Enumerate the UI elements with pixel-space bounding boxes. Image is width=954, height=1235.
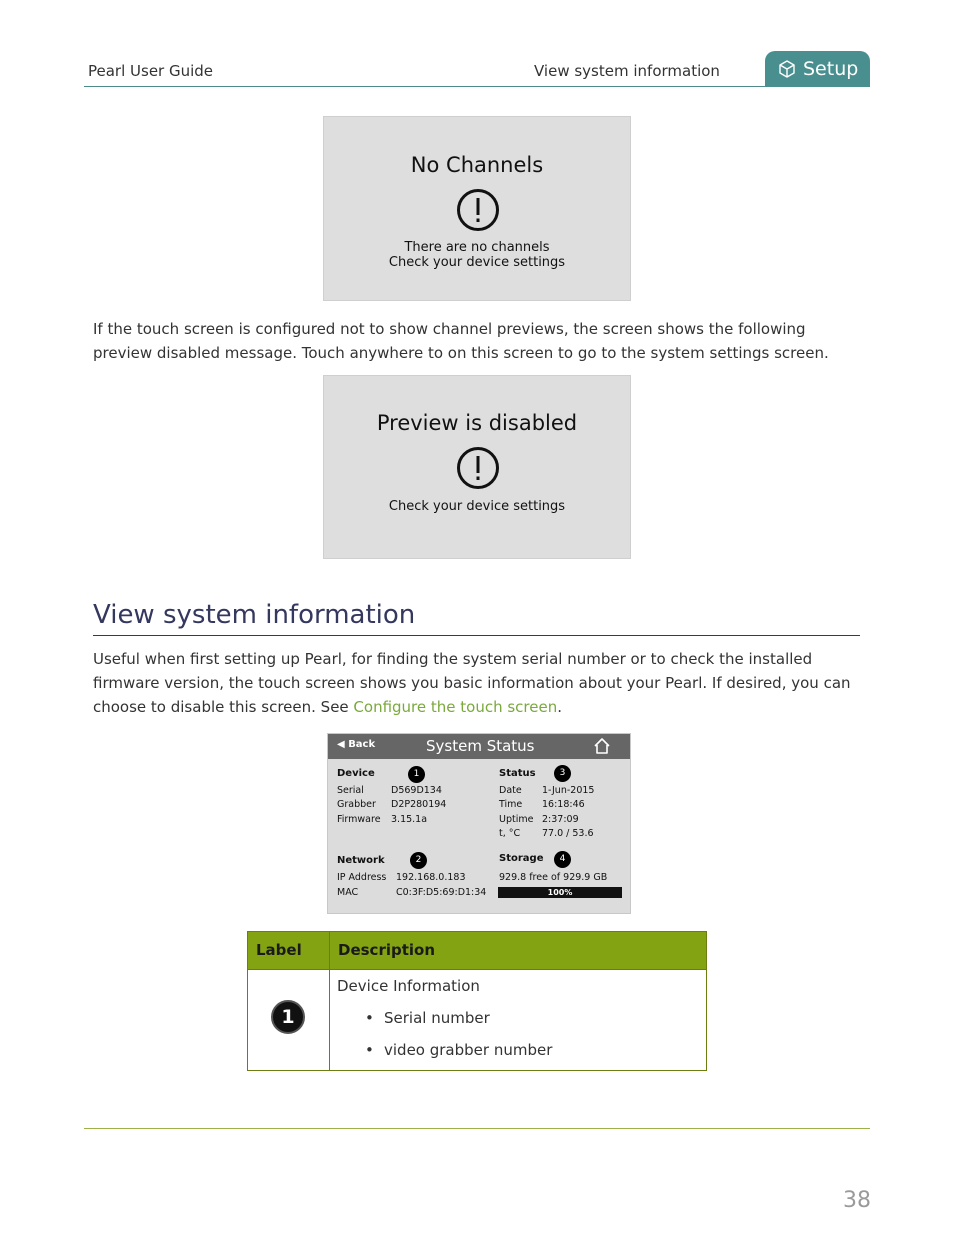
mac-value: C0:3F:D5:69:D1:34 [396, 887, 487, 898]
system-status-titlebar [328, 734, 630, 759]
label-description-table [247, 931, 707, 1071]
list-item: video grabber number [384, 1041, 553, 1059]
grabber-value: D2P280194 [391, 799, 447, 810]
section-title-header: View system information [534, 62, 720, 80]
preview-disabled-screen [323, 375, 631, 559]
status-badge: 3 [554, 765, 571, 782]
status-heading: Status [499, 768, 536, 779]
configure-touch-screen-link[interactable]: Configure the touch screen [353, 698, 558, 716]
setup-tab[interactable] [765, 51, 870, 87]
exclamation-circle-icon [456, 188, 500, 232]
section-text-end: . [557, 698, 563, 716]
uptime-value: 2:37:09 [542, 814, 579, 825]
list-item: Serial number [384, 1009, 490, 1027]
page-number: 38 [843, 1188, 871, 1213]
preview-paragraph: If the touch screen is configured not to show channel previews, the screen shows the following preview disabled message. Touch anywhere to on this screen to go to the system settings screen. [93, 320, 829, 362]
device-info-badge: 1 [271, 1000, 305, 1034]
bullet-marker: • [365, 1009, 374, 1027]
system-status-title: System Status [426, 737, 535, 755]
bullet-marker: • [365, 1041, 374, 1059]
storage-heading: Storage [499, 853, 544, 864]
system-status-screen [327, 733, 631, 914]
storage-badge: 4 [554, 851, 571, 868]
mac-label: MAC [337, 887, 359, 898]
firmware-value: 3.15.1a [391, 814, 428, 825]
device-info-description: Device Information [337, 977, 480, 995]
storage-text: 929.8 free of 929.9 GB [499, 872, 608, 883]
uptime-label: Uptime [499, 814, 534, 825]
ip-value: 192.168.0.183 [396, 872, 466, 883]
storage-progress-bar [498, 887, 622, 898]
temperature-value: 77.0 / 53.6 [542, 828, 594, 839]
header-divider [84, 86, 870, 87]
firmware-label: Firmware [337, 814, 381, 825]
label-column-header: Label [256, 941, 302, 959]
ip-label: IP Address [337, 872, 387, 883]
serial-label: Serial [337, 785, 364, 796]
guide-title: Pearl User Guide [88, 62, 214, 80]
preview-disabled-title: Preview is disabled [376, 411, 578, 435]
column-divider [329, 932, 330, 1070]
network-badge: 2 [410, 852, 427, 869]
time-label: Time [499, 799, 523, 810]
setup-tab-label: Setup [803, 58, 859, 80]
temperature-label: t, °C [499, 828, 521, 839]
exclamation-circle-icon [456, 446, 500, 490]
preview-disabled-hint: Check your device settings [388, 499, 566, 514]
table-header [248, 932, 706, 970]
description-column-header: Description [338, 941, 436, 959]
no-channels-title: No Channels [410, 153, 544, 177]
footer-divider [84, 1128, 870, 1129]
cube-icon [777, 59, 797, 79]
serial-value: D569D134 [391, 785, 442, 796]
back-button[interactable] [337, 739, 375, 750]
network-heading: Network [337, 855, 385, 866]
date-value: 1-Jun-2015 [542, 785, 595, 796]
section-heading: View system information [93, 600, 416, 630]
storage-progress-label: 100% [547, 888, 573, 897]
no-channels-message: There are no channels [404, 240, 550, 255]
grabber-label: Grabber [337, 799, 376, 810]
home-icon[interactable] [593, 737, 611, 755]
back-arrow-icon: ◀ [337, 739, 345, 750]
back-label: Back [348, 739, 376, 750]
device-badge: 1 [408, 766, 425, 783]
time-value: 16:18:46 [542, 799, 585, 810]
date-label: Date [499, 785, 522, 796]
section-divider [93, 635, 860, 636]
device-heading: Device [337, 768, 375, 779]
no-channels-hint: Check your device settings [388, 255, 566, 270]
section-text: Useful when first setting up Pearl, for finding the system serial number or to check the installed firmware version, the touch screen shows you basic information about your Pearl. If desired, you can choose to disable this screen. See [93, 650, 851, 716]
section-paragraph [93, 647, 863, 719]
no-channels-screen [323, 116, 631, 301]
